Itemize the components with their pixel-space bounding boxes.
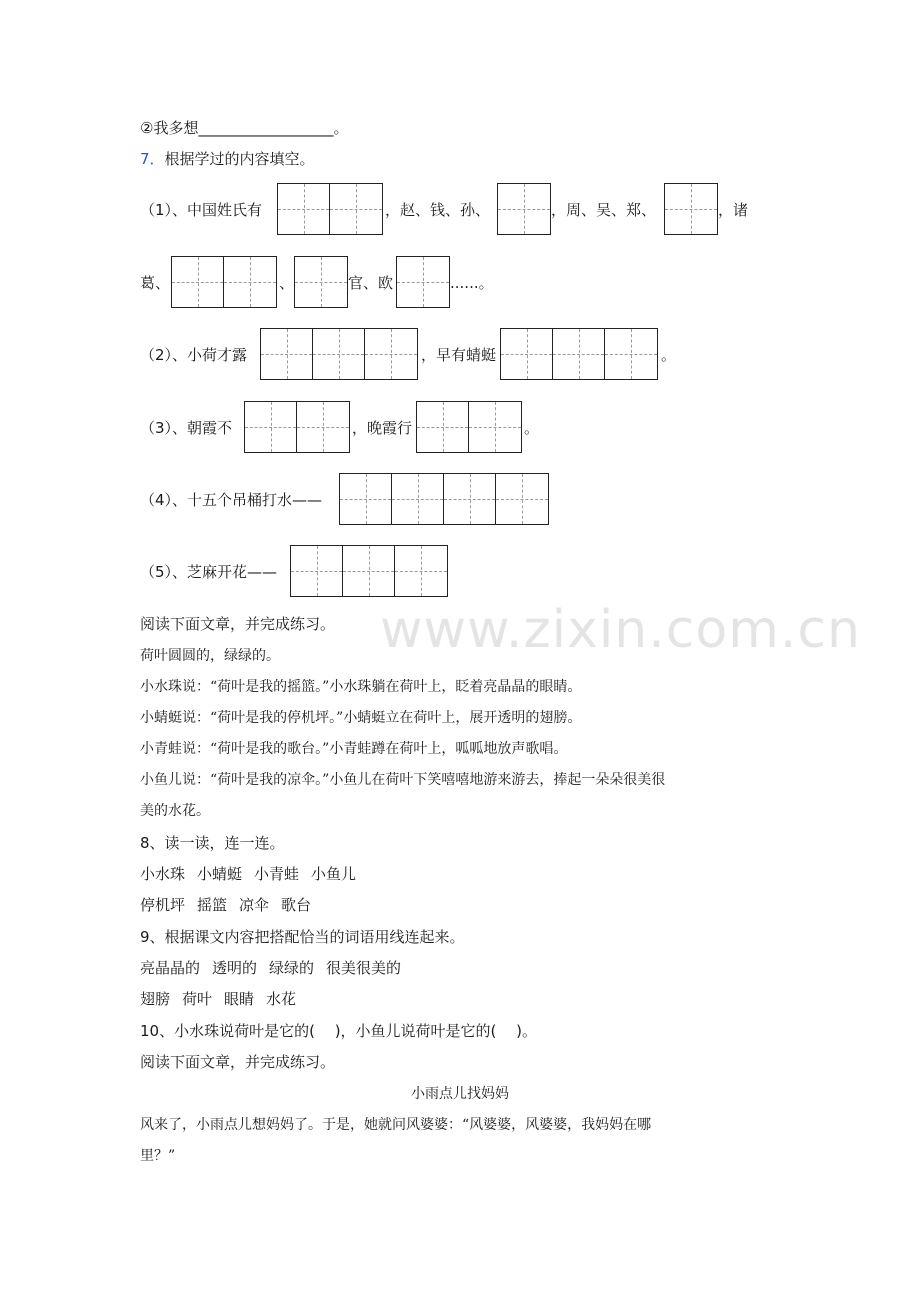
q9-word[interactable]: 亮晶晶的 [140, 959, 201, 977]
q7-p1-text-a: （1）、中国姓氏有 [140, 201, 263, 219]
writing-cell[interactable] [553, 329, 605, 379]
reading2-title: 小雨点儿找妈妈 [411, 1086, 509, 1102]
q8-word[interactable]: 摇篮 [197, 896, 228, 914]
q7-p1-text-h: ......。 [450, 274, 494, 292]
q8-word[interactable]: 停机坪 [140, 896, 186, 914]
q10-question: 10、小水珠说荷叶是它的( )，小鱼儿说荷叶是它的( )。 [140, 1022, 538, 1040]
writing-cell[interactable] [295, 257, 347, 307]
q7-p1-grid-4[interactable] [171, 256, 277, 308]
q8-title: 8、读一读，连一连。 [140, 834, 285, 852]
writing-cell[interactable] [397, 257, 449, 307]
q9-row-1 [140, 958, 413, 978]
writing-cell[interactable] [665, 184, 717, 234]
reading2-intro: 阅读下面文章，并完成练习。 [140, 1053, 336, 1071]
q7-p5-text-a: （5）、芝麻开花—— [140, 563, 278, 581]
q7-p3-text-b: ，晚霞行 [352, 419, 413, 437]
q7-p1-grid-6[interactable] [396, 256, 450, 308]
q8-word[interactable]: 小青蛙 [254, 865, 300, 883]
q7-title: 根据学过的内容填空。 [164, 150, 315, 168]
writing-cell[interactable] [501, 329, 553, 379]
q9-word[interactable]: 翅膀 [140, 990, 171, 1008]
q7-p2-grid-1[interactable] [260, 328, 418, 380]
q8-word[interactable]: 歌台 [281, 896, 312, 914]
writing-cell[interactable] [313, 329, 365, 379]
q7-p1-grid-1[interactable] [277, 183, 383, 235]
writing-cell[interactable] [469, 402, 521, 452]
q8-row-2 [140, 895, 323, 915]
q7-p4-text-a: （4）、十五个吊桶打水—— [140, 491, 323, 509]
writing-cell[interactable] [291, 546, 343, 596]
writing-cell[interactable] [261, 329, 313, 379]
q7-p2-grid-2[interactable] [500, 328, 658, 380]
writing-cell[interactable] [395, 546, 447, 596]
writing-cell[interactable] [245, 402, 297, 452]
q7-p1-grid-3[interactable] [664, 183, 718, 235]
q8-row-1 [140, 864, 368, 884]
watermark: www.zixin.com.cn [380, 600, 861, 660]
q9-word[interactable]: 眼睛 [224, 990, 255, 1008]
q7-p1-text-e: 葛、 [140, 274, 171, 292]
writing-cell[interactable] [365, 329, 417, 379]
q9-word[interactable]: 荷叶 [182, 990, 213, 1008]
q9-word[interactable]: 透明的 [212, 959, 258, 977]
q7-p1-text-c: ，周、吴、郑、 [551, 201, 657, 219]
q8-word[interactable]: 小水珠 [140, 865, 186, 883]
reading1-line: 小鱼儿说：“荷叶是我的凉伞。”小鱼儿在荷叶下笑嘻嘻地游来游去，捧起一朵朵很美很 [140, 772, 666, 788]
q7-p3-grid-1[interactable] [244, 401, 350, 453]
writing-cell[interactable] [417, 402, 469, 452]
q7-p1-grid-5[interactable] [294, 256, 348, 308]
writing-cell[interactable] [496, 474, 548, 524]
q9-word[interactable]: 水花 [266, 990, 297, 1008]
q7-p1-text-g: 官、欧 [348, 274, 394, 292]
q8-word[interactable]: 凉伞 [239, 896, 270, 914]
reading1-line: 美的水花。 [140, 803, 210, 819]
q7-p3-text-a: （3）、朝霞不 [140, 419, 233, 437]
q9-word[interactable]: 很美很美的 [326, 959, 402, 977]
q7-p2-text-c: 。 [661, 346, 677, 364]
reading2-line: 风来了，小雨点儿想妈妈了。于是，她就问风婆婆：“风婆婆，风婆婆，我妈妈在哪 [140, 1117, 652, 1133]
writing-cell[interactable] [444, 474, 496, 524]
q7-p1-text-b: ，赵、钱、孙、 [385, 201, 491, 219]
reading1-line: 荷叶圆圆的，绿绿的。 [140, 648, 280, 664]
writing-cell[interactable] [297, 402, 349, 452]
writing-cell[interactable] [392, 474, 444, 524]
q7-p3-text-c: 。 [524, 419, 540, 437]
q9-title: 9、根据课文内容把搭配恰当的词语用线连起来。 [140, 928, 465, 946]
q6-answer-line: ②我多想__________________。 [140, 119, 349, 137]
q7-p1-grid-2[interactable] [497, 183, 551, 235]
writing-cell[interactable] [498, 184, 550, 234]
q7-p2-text-b: ，早有蜻蜓 [421, 346, 497, 364]
q8-word[interactable]: 小鱼儿 [311, 865, 357, 883]
writing-cell[interactable] [605, 329, 657, 379]
q7-p2-text-a: （2）、小荷才露 [140, 346, 248, 364]
q7-p1-text-d: ，诸 [718, 201, 749, 219]
reading1-line: 小蜻蜓说：“荷叶是我的停机坪。”小蜻蜓立在荷叶上，展开透明的翅膀。 [140, 710, 582, 726]
q9-row-2 [140, 989, 308, 1009]
q8-word[interactable]: 小蜻蜓 [197, 865, 243, 883]
q7-p3-grid-2[interactable] [416, 401, 522, 453]
writing-cell[interactable] [172, 257, 224, 307]
q7-p4-grid[interactable] [339, 473, 549, 525]
reading1-intro: 阅读下面文章，并完成练习。 [140, 615, 336, 633]
writing-cell[interactable] [224, 257, 276, 307]
q7-heading [140, 149, 315, 169]
reading1-line: 小水珠说：“荷叶是我的摇篮。”小水珠躺在荷叶上，眨着亮晶晶的眼睛。 [140, 679, 582, 695]
q7-p5-grid[interactable] [290, 545, 448, 597]
reading2-line: 里？” [140, 1148, 176, 1164]
writing-cell[interactable] [330, 184, 382, 234]
reading1-line: 小青蛙说：“荷叶是我的歌台。”小青蛙蹲在荷叶上，呱呱地放声歌唱。 [140, 741, 568, 757]
writing-cell[interactable] [340, 474, 392, 524]
q7-number: 7． [140, 150, 165, 168]
q9-word[interactable]: 绿绿的 [269, 959, 315, 977]
q7-p1-text-f: 、 [279, 274, 295, 292]
writing-cell[interactable] [343, 546, 395, 596]
writing-cell[interactable] [278, 184, 330, 234]
